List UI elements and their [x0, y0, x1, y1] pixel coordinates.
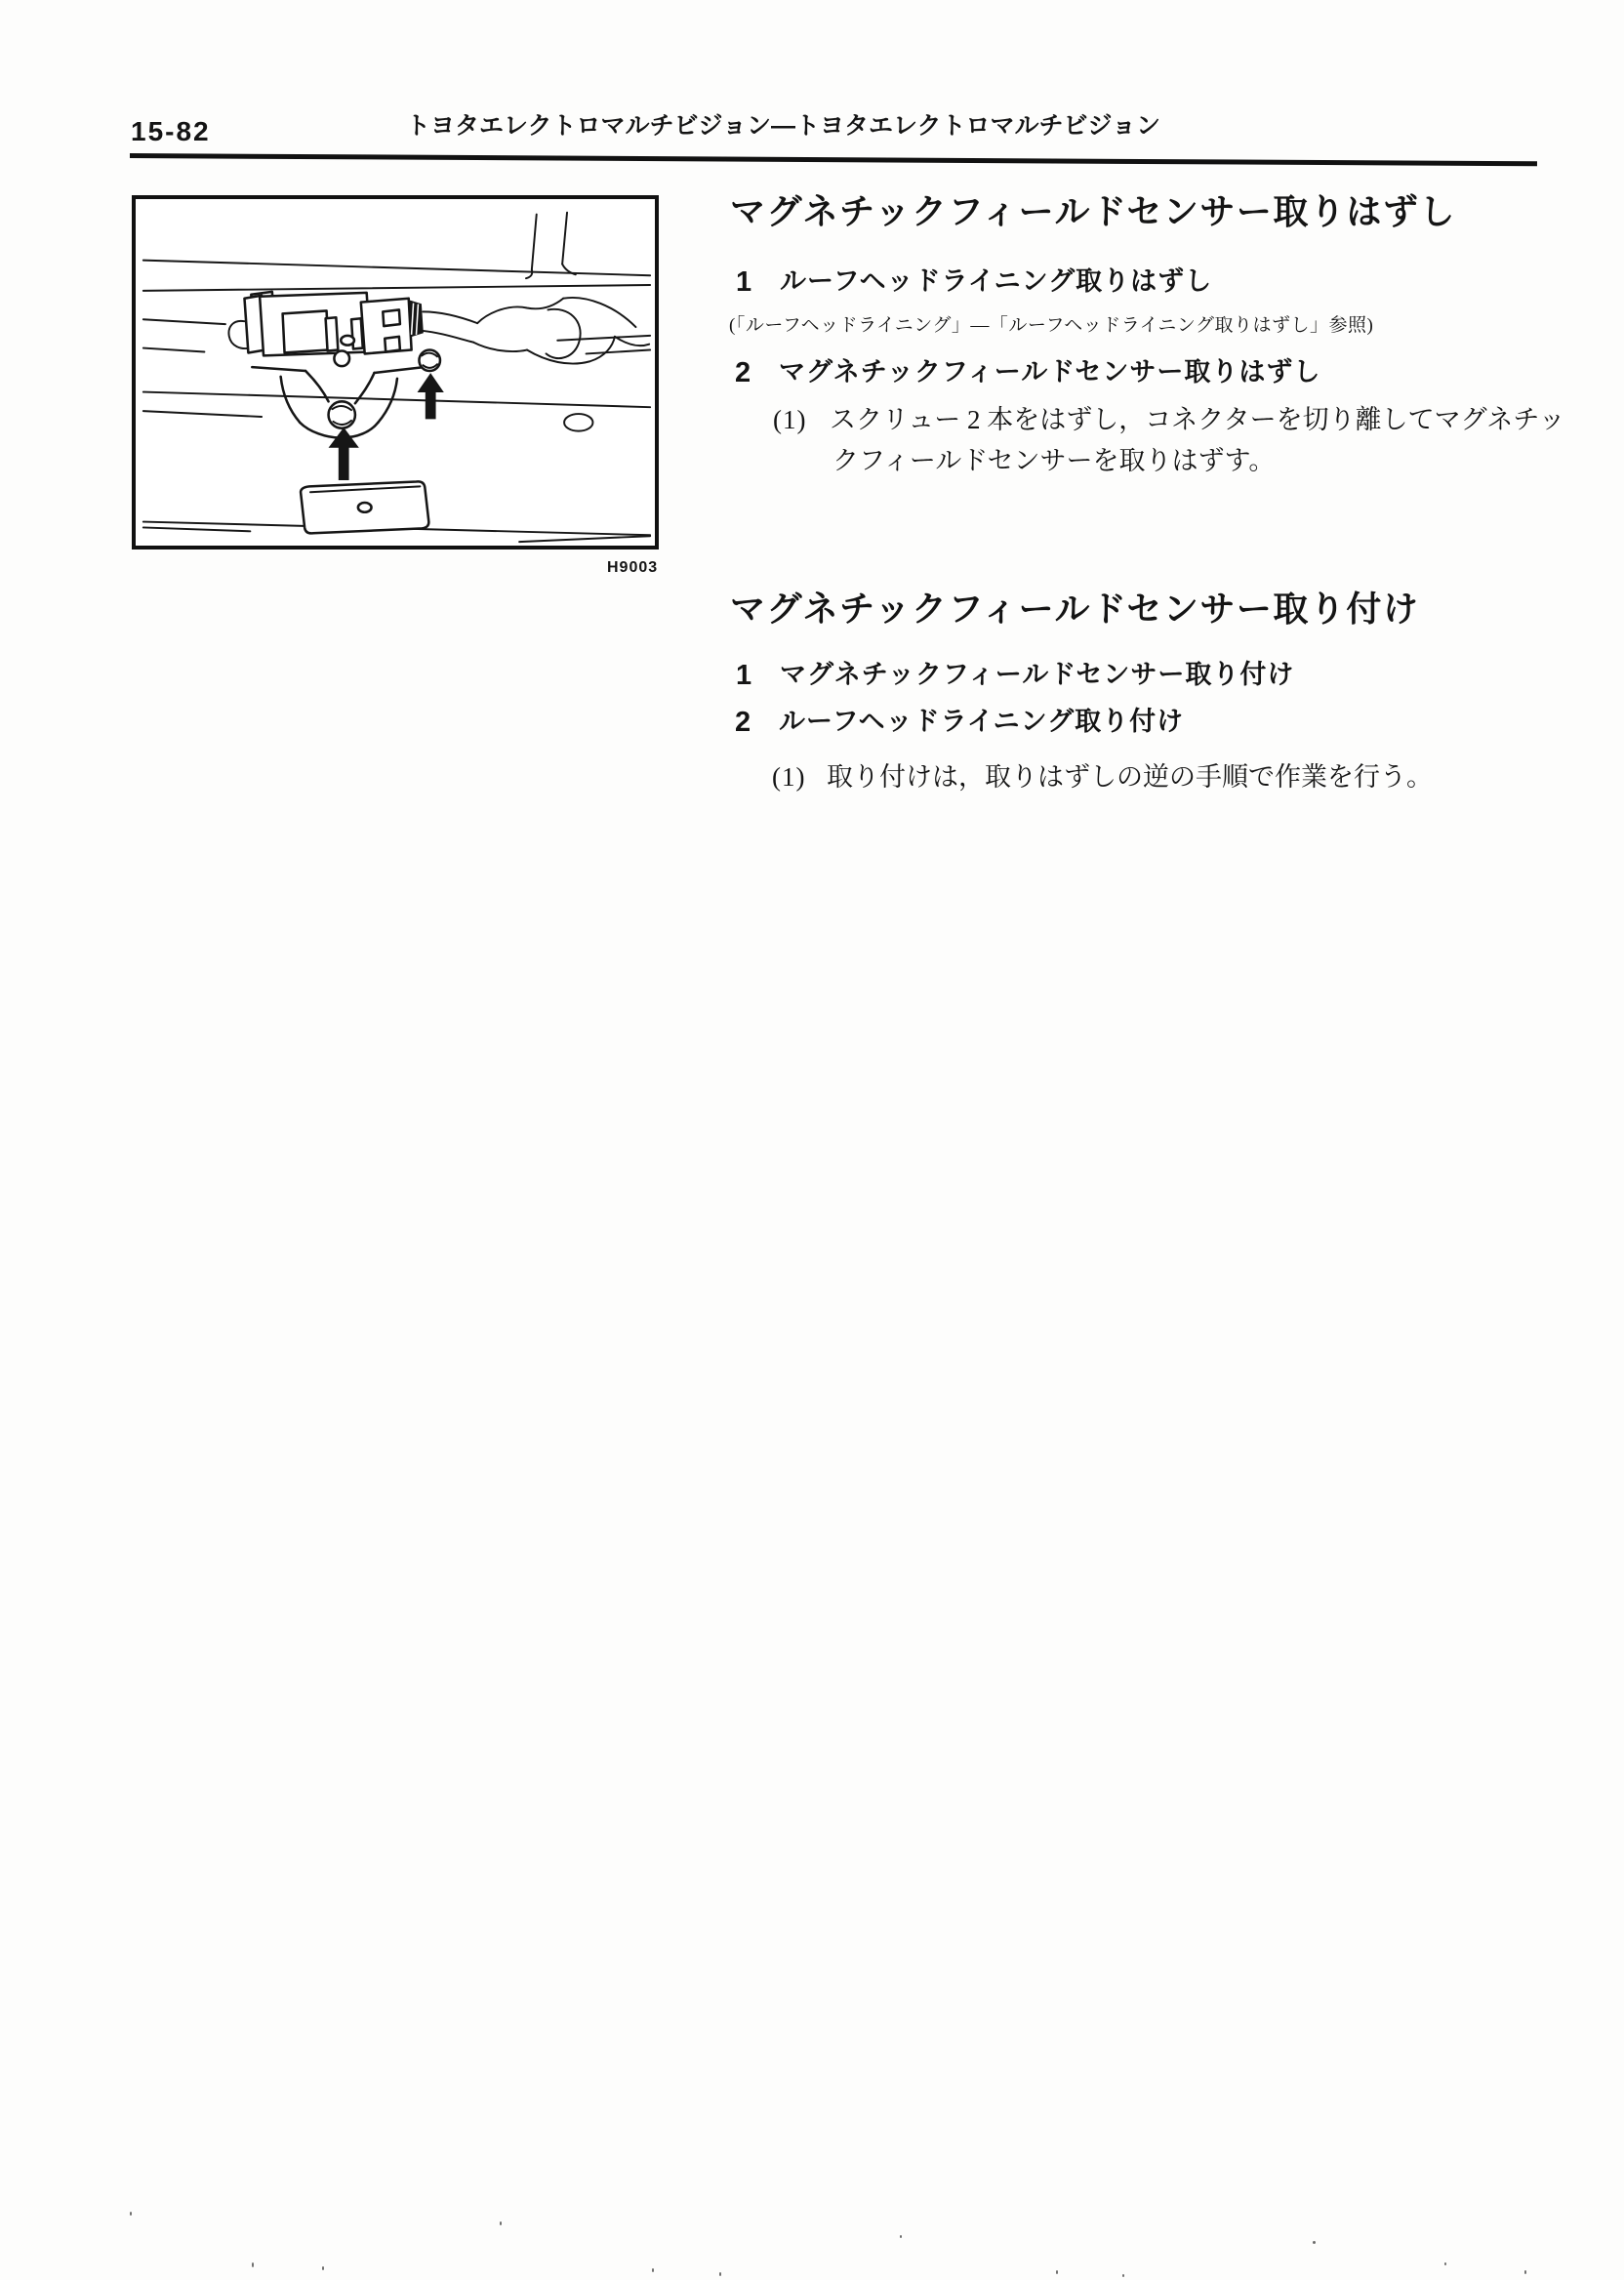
install-step-1 — [736, 662, 1294, 690]
headlining-edge-line — [143, 392, 650, 408]
install-substep-1 — [772, 764, 1433, 791]
scan-speck — [1122, 2274, 1124, 2277]
figure-code: H9003 — [607, 559, 659, 576]
step-number: 1 — [736, 266, 752, 298]
bottom-line-2 — [143, 527, 251, 531]
plate-hole — [358, 503, 372, 512]
magnetic-field-sensor-unit — [244, 292, 423, 366]
removal-heading: マグネチックフィールドセンサー取りはずし — [730, 191, 1456, 231]
step-label: ルーフヘッドライニング取り付け — [779, 707, 1185, 736]
scan-speck — [130, 2212, 132, 2216]
scan-speck — [900, 2235, 902, 2238]
step-label: マグネチックフィールドセンサー取り付け — [780, 660, 1295, 689]
scan-speck — [1056, 2270, 1058, 2274]
scan-speck — [1524, 2270, 1526, 2274]
scan-speck — [322, 2266, 324, 2270]
substep-text-line1: スクリュー 2 本をはずし，コネクターを切り離してマグネチッ — [830, 405, 1565, 434]
step-number: 2 — [735, 707, 751, 738]
header-title: トヨタエレクトロマルチビジョン―トヨタエレクトロマルチビジョン — [406, 112, 1161, 140]
substep-text-line2: クフィールドセンサーを取りはずす。 — [832, 446, 1276, 475]
scan-speck — [652, 2268, 654, 2272]
page-number: 15-82 — [131, 116, 211, 146]
wire-harness — [423, 311, 477, 342]
install-step-2 — [735, 709, 1184, 737]
header-rule — [130, 153, 1537, 166]
step-number: 1 — [736, 660, 752, 691]
scan-speck — [500, 2221, 502, 2225]
removal-reference-note: (「ルーフヘッドライニング」―「ルーフヘッドライニング取りはずし」参照) — [729, 315, 1374, 336]
substep-number: (1) — [772, 762, 806, 792]
scan-speck — [252, 2262, 254, 2267]
removal-step-1 — [736, 268, 1212, 297]
install-heading: マグネチックフィールドセンサー取り付け — [730, 589, 1420, 629]
substep-number: (1) — [773, 405, 807, 434]
oval-hole — [564, 414, 592, 431]
step-label: ルーフヘッドライニング取りはずし — [780, 266, 1213, 296]
cover-plate — [301, 481, 428, 533]
figure-frame — [132, 195, 659, 550]
sensor-removal-illustration — [136, 199, 655, 546]
scan-speck — [1444, 2262, 1446, 2265]
scan-speck — [719, 2272, 721, 2276]
step-number: 2 — [735, 357, 751, 388]
pillar-lines — [526, 213, 576, 278]
headlining-cloth — [473, 298, 649, 364]
roof-line-2 — [143, 285, 650, 291]
removal-substep-1 — [773, 407, 1565, 433]
substep-text: 取り付けは，取りはずしの逆の手順で作業を行う。 — [827, 762, 1433, 792]
scan-speck — [1313, 2241, 1316, 2244]
step-label: マグネチックフィールドセンサー取りはずし — [779, 357, 1321, 387]
up-arrow-rear — [418, 374, 442, 419]
removal-step-2 — [735, 359, 1320, 387]
